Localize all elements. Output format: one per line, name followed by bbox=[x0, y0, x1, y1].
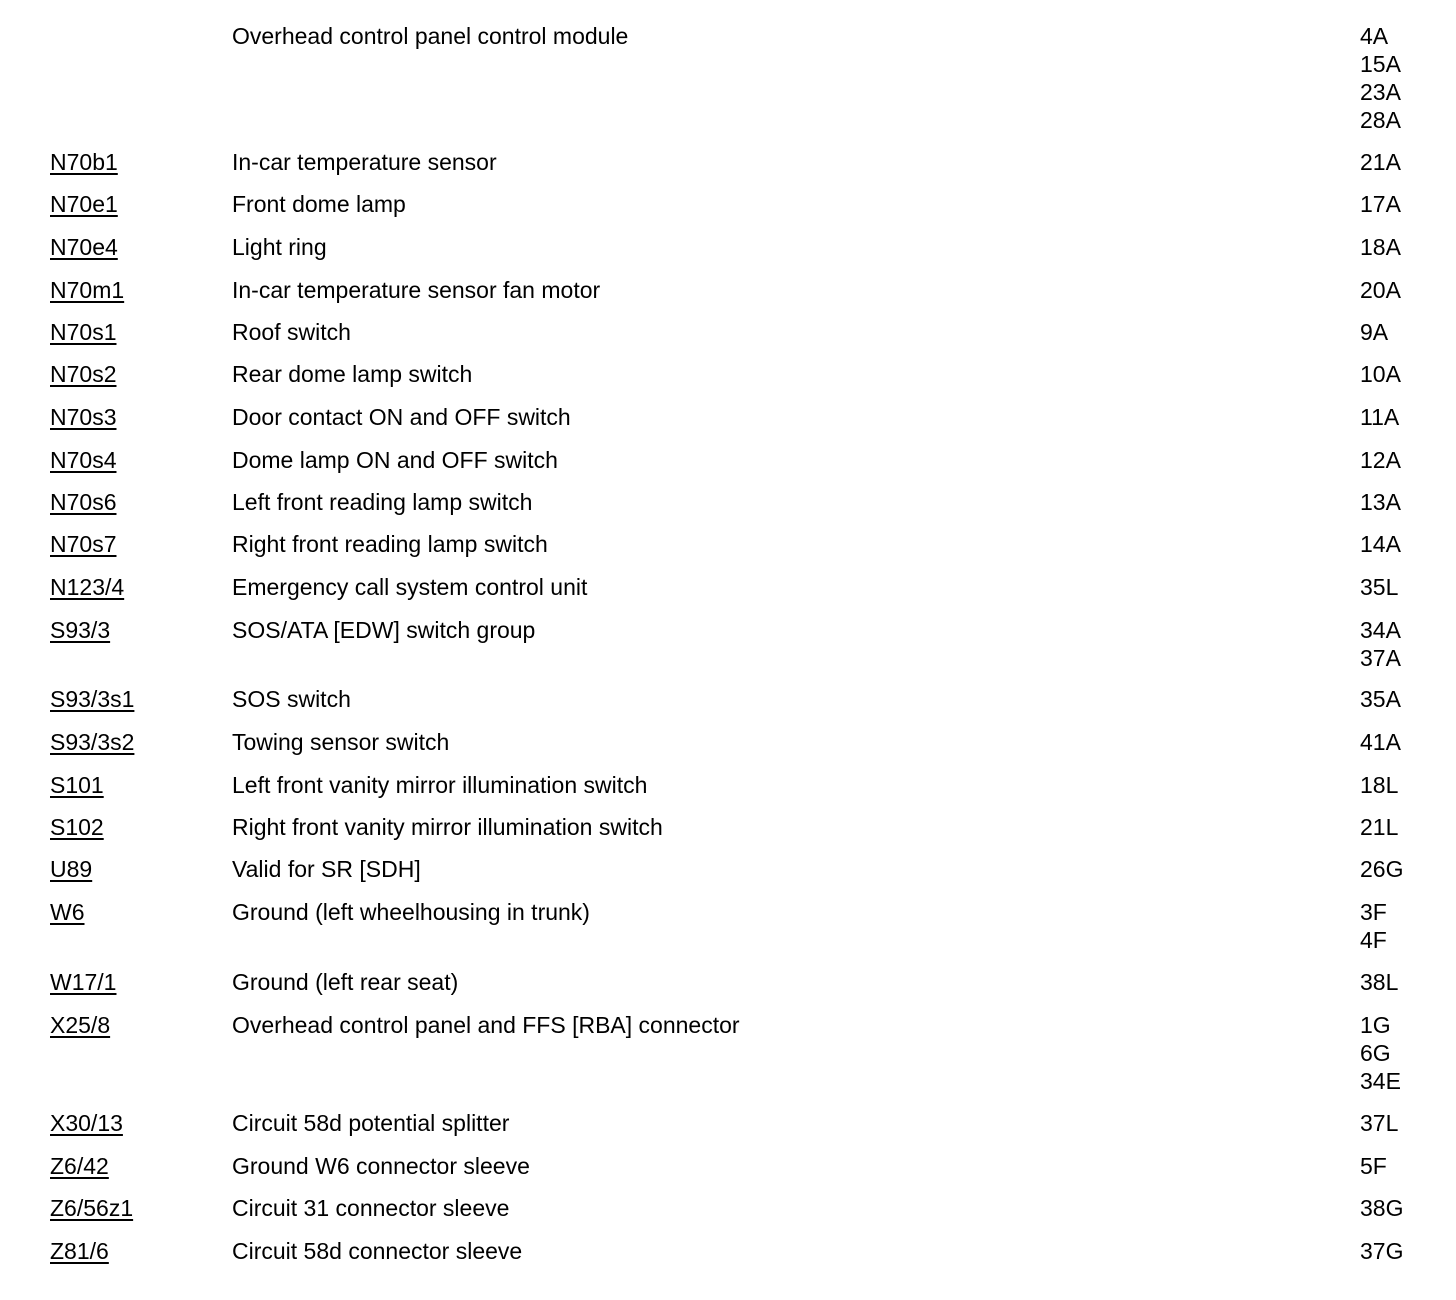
component-code-link[interactable]: W17/1 bbox=[50, 969, 117, 995]
grid-references bbox=[1360, 276, 1401, 304]
grid-references bbox=[1360, 968, 1398, 996]
grid-references bbox=[1360, 318, 1388, 346]
grid-reference: 13A bbox=[1360, 489, 1401, 515]
grid-references bbox=[1360, 1011, 1401, 1095]
grid-references bbox=[1360, 360, 1401, 388]
grid-references bbox=[1360, 233, 1401, 261]
component-code-link[interactable]: X25/8 bbox=[50, 1012, 111, 1038]
grid-references bbox=[1360, 1152, 1387, 1180]
grid-references bbox=[1360, 488, 1401, 516]
component-description: Towing sensor switch bbox=[232, 729, 450, 755]
component-code-link[interactable]: Z6/42 bbox=[50, 1153, 109, 1179]
grid-references bbox=[1360, 898, 1387, 954]
component-code-link[interactable]: N70s3 bbox=[50, 404, 117, 430]
component-code-link[interactable]: X30/13 bbox=[50, 1110, 123, 1136]
grid-reference: 6G bbox=[1360, 1040, 1391, 1066]
grid-reference: 10A bbox=[1360, 361, 1401, 387]
component-description: SOS switch bbox=[232, 686, 351, 712]
grid-reference: 9A bbox=[1360, 319, 1389, 345]
grid-references bbox=[1360, 148, 1401, 176]
grid-reference: 20A bbox=[1360, 277, 1401, 303]
component-description: Right front vanity mirror illumination switch bbox=[232, 814, 663, 840]
grid-reference: 23A bbox=[1360, 79, 1401, 105]
component-code-link[interactable]: N70e4 bbox=[50, 234, 118, 260]
component-code-link[interactable]: W6 bbox=[50, 899, 85, 925]
grid-reference: 14A bbox=[1360, 531, 1401, 557]
component-description: Overhead control panel control module bbox=[232, 23, 629, 49]
grid-reference: 37A bbox=[1360, 645, 1401, 671]
grid-references bbox=[1360, 1109, 1398, 1137]
grid-references bbox=[1360, 685, 1401, 713]
grid-references bbox=[1360, 1237, 1403, 1265]
component-description: Circuit 58d connector sleeve bbox=[232, 1238, 523, 1264]
grid-reference: 11A bbox=[1360, 404, 1400, 430]
component-code-link[interactable]: N70s7 bbox=[50, 531, 117, 557]
component-code-link[interactable]: N70m1 bbox=[50, 277, 125, 303]
component-description: Ground (left wheelhousing in trunk) bbox=[232, 899, 590, 925]
component-code-link[interactable]: Z81/6 bbox=[50, 1238, 109, 1264]
grid-references bbox=[1360, 22, 1401, 134]
component-code-link[interactable]: S93/3 bbox=[50, 617, 111, 643]
grid-references bbox=[1360, 530, 1401, 558]
component-description: In-car temperature sensor fan motor bbox=[232, 277, 601, 303]
grid-reference: 4A bbox=[1360, 23, 1389, 49]
component-description: Dome lamp ON and OFF switch bbox=[232, 447, 558, 473]
component-description: Left front reading lamp switch bbox=[232, 489, 533, 515]
grid-references bbox=[1360, 771, 1398, 799]
grid-references bbox=[1360, 813, 1398, 841]
grid-reference: 21A bbox=[1360, 149, 1401, 175]
component-code-link[interactable]: S93/3s1 bbox=[50, 686, 135, 712]
component-description: SOS/ATA [EDW] switch group bbox=[232, 617, 536, 643]
component-description: Ground W6 connector sleeve bbox=[232, 1153, 530, 1179]
grid-references bbox=[1360, 573, 1398, 601]
component-description: Door contact ON and OFF switch bbox=[232, 404, 571, 430]
grid-reference: 34A bbox=[1360, 617, 1401, 643]
grid-reference: 17A bbox=[1360, 191, 1401, 217]
grid-references bbox=[1360, 1194, 1403, 1222]
grid-reference: 5F bbox=[1360, 1153, 1387, 1179]
grid-reference: 28A bbox=[1360, 107, 1401, 133]
grid-reference: 38L bbox=[1360, 969, 1399, 995]
grid-reference: 38G bbox=[1360, 1195, 1404, 1221]
grid-reference: 37G bbox=[1360, 1238, 1404, 1264]
component-description: Right front reading lamp switch bbox=[232, 531, 548, 557]
grid-references bbox=[1360, 616, 1401, 672]
grid-reference: 18A bbox=[1360, 234, 1401, 260]
component-description: Emergency call system control unit bbox=[232, 574, 588, 600]
component-code-link[interactable]: S102 bbox=[50, 814, 104, 840]
grid-references bbox=[1360, 446, 1401, 474]
grid-reference: 15A bbox=[1360, 51, 1401, 77]
component-code-link[interactable]: N70s1 bbox=[50, 319, 117, 345]
component-code-link[interactable]: N70e1 bbox=[50, 191, 118, 217]
component-code-link[interactable]: N70s2 bbox=[50, 361, 117, 387]
component-code-link[interactable]: N70s6 bbox=[50, 489, 117, 515]
grid-reference: 1G bbox=[1360, 1012, 1391, 1038]
component-description: Roof switch bbox=[232, 319, 351, 345]
component-description: Front dome lamp bbox=[232, 191, 406, 217]
grid-reference: 4F bbox=[1360, 927, 1387, 953]
component-code-link[interactable]: N70s4 bbox=[50, 447, 117, 473]
grid-reference: 26G bbox=[1360, 856, 1404, 882]
grid-reference: 12A bbox=[1360, 447, 1401, 473]
grid-reference: 35L bbox=[1360, 574, 1399, 600]
grid-reference: 37L bbox=[1360, 1110, 1399, 1136]
grid-reference: 34E bbox=[1360, 1068, 1401, 1094]
component-description: In-car temperature sensor bbox=[232, 149, 497, 175]
grid-reference: 41A bbox=[1360, 729, 1401, 755]
component-description: Left front vanity mirror illumination switch bbox=[232, 772, 648, 798]
component-description: Light ring bbox=[232, 234, 327, 260]
component-description: Overhead control panel and FFS [RBA] connector bbox=[232, 1012, 740, 1038]
grid-reference: 35A bbox=[1360, 686, 1401, 712]
component-code-link[interactable]: N123/4 bbox=[50, 574, 125, 600]
component-description: Rear dome lamp switch bbox=[232, 361, 473, 387]
component-code-link[interactable]: U89 bbox=[50, 856, 93, 882]
component-code-link[interactable]: N70b1 bbox=[50, 149, 118, 175]
component-description: Circuit 58d potential splitter bbox=[232, 1110, 510, 1136]
component-code-link[interactable]: S93/3s2 bbox=[50, 729, 135, 755]
component-description: Valid for SR [SDH] bbox=[232, 856, 421, 882]
grid-reference: 21L bbox=[1360, 814, 1399, 840]
grid-references bbox=[1360, 190, 1401, 218]
grid-references bbox=[1360, 855, 1403, 883]
grid-references bbox=[1360, 403, 1399, 431]
grid-reference: 3F bbox=[1360, 899, 1387, 925]
grid-references bbox=[1360, 728, 1401, 756]
grid-reference: 18L bbox=[1360, 772, 1399, 798]
component-description: Ground (left rear seat) bbox=[232, 969, 459, 995]
component-description: Circuit 31 connector sleeve bbox=[232, 1195, 510, 1221]
component-code-link[interactable]: S101 bbox=[50, 772, 104, 798]
component-code-link[interactable]: Z6/56z1 bbox=[50, 1195, 134, 1221]
